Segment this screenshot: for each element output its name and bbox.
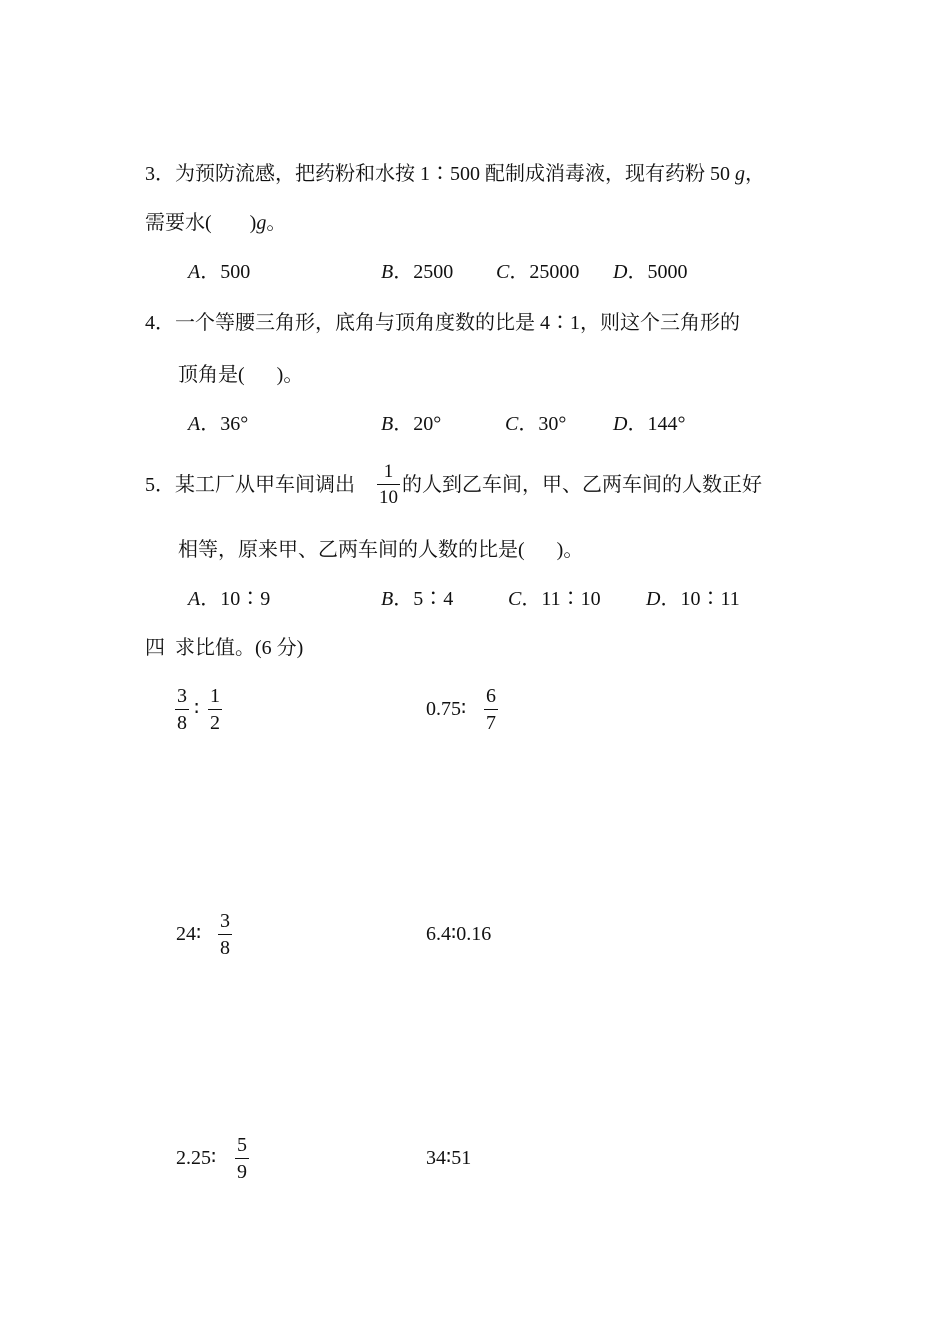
option-letter: B [381, 261, 394, 283]
option-letter: D [613, 413, 628, 435]
question-5-text-cont: 的人到乙车间，甲、乙两车间的人数正好 [402, 474, 762, 496]
question-3-number: 3． [145, 163, 175, 185]
option-text: ．144° [627, 413, 686, 435]
option-text: ．11∶10 [521, 588, 601, 610]
paren-close: )。 [556, 539, 584, 561]
question-5-text: 某工厂从甲车间调出 [175, 474, 355, 496]
punctuation: ， [745, 163, 765, 185]
question-5-line-1b [402, 475, 762, 495]
fraction-denominator: 8 [177, 712, 187, 734]
question-4-text: 一个等腰三角形，底角与顶角度数的比是 4∶1，则这个三角形的 [175, 312, 740, 334]
fraction-numerator: 3 [218, 911, 232, 935]
q4-option-a[interactable] [188, 414, 248, 434]
option-letter: B [381, 588, 394, 610]
problem-5-fraction [235, 1135, 249, 1182]
option-letter: B [381, 413, 394, 435]
question-3-text: 为预防流感，把药粉和水按 1∶500 配制成消毒液，现有药粉 50 [175, 163, 735, 185]
q3-option-c[interactable] [496, 262, 579, 282]
q3-option-a[interactable] [188, 262, 250, 282]
option-letter: D [613, 261, 628, 283]
question-4-number: 4． [145, 312, 175, 334]
option-letter: C [508, 588, 522, 610]
fraction-denominator: 10 [379, 487, 398, 508]
fraction-numerator: 6 [484, 686, 498, 710]
fraction-denominator: 2 [210, 712, 220, 734]
q5-option-d[interactable] [646, 589, 740, 609]
q5-option-a[interactable] [188, 589, 270, 609]
section-title: 求比值。(6 分) [175, 637, 304, 659]
q4-option-c[interactable] [505, 414, 566, 434]
problem-4: 6.4∶0.16 [426, 923, 492, 945]
problem-3-left: 24∶ [176, 923, 202, 945]
q4-option-b[interactable] [381, 414, 441, 434]
option-text: ．2500 [393, 261, 454, 283]
fraction-numerator: 3 [175, 686, 189, 710]
fraction-denominator: 7 [486, 712, 496, 734]
problem-6: 34∶51 [426, 1147, 472, 1169]
punctuation: 。 [266, 212, 287, 234]
option-letter: A [188, 588, 201, 610]
q5-option-b[interactable] [381, 589, 453, 609]
q3-option-b[interactable] [381, 262, 453, 282]
option-letter: D [646, 588, 661, 610]
question-3-line-2 [145, 213, 286, 233]
problem-2-left: 0.75∶ [426, 698, 467, 720]
question-5-line-1a [145, 475, 355, 495]
fraction-numerator: 1 [377, 462, 400, 485]
fraction-denominator: 8 [220, 937, 230, 959]
option-text: ．10∶9 [200, 588, 271, 610]
fraction-numerator: 5 [235, 1135, 249, 1159]
unit-g: g [256, 212, 267, 234]
q5-option-c[interactable] [508, 589, 601, 609]
option-text: ．500 [200, 261, 251, 283]
question-4-line-1 [145, 313, 740, 333]
question-5-line-2 [178, 540, 583, 560]
question-4-line-2 [178, 365, 303, 385]
option-text: ．5000 [627, 261, 688, 283]
question-5-text-2: 相等，原来甲、乙两车间的人数的比是( [178, 539, 525, 561]
section-4-heading [145, 638, 303, 658]
paren-close: ) [249, 212, 257, 234]
q3-option-d[interactable] [613, 262, 687, 282]
fraction-denominator: 9 [237, 1161, 247, 1183]
q4-option-d[interactable] [613, 414, 685, 434]
option-text: ．36° [200, 413, 249, 435]
option-text: ．20° [393, 413, 442, 435]
fraction-numerator: 1 [208, 686, 222, 710]
problem-5-left: 2.25∶ [176, 1147, 217, 1169]
option-text: ．25000 [509, 261, 580, 283]
problem-2-fraction [484, 686, 498, 733]
option-letter: A [188, 261, 201, 283]
problem-1-fraction-a [175, 686, 189, 733]
question-3-text-2: 需要水( [145, 212, 212, 234]
option-letter: A [188, 413, 201, 435]
problem-1-fraction-b [208, 686, 222, 733]
paren-close: )。 [276, 364, 304, 386]
option-letter: C [496, 261, 510, 283]
fraction-one-tenth [377, 462, 400, 507]
section-number: 四 [145, 637, 165, 659]
question-4-text-2: 顶角是( [178, 364, 245, 386]
question-5-number: 5． [145, 474, 175, 496]
option-letter: C [505, 413, 519, 435]
question-3-line-1 [145, 164, 765, 184]
unit-g: g [735, 163, 745, 185]
problem-1-ratio-sign: ∶ [194, 698, 200, 720]
option-text: ．5∶4 [393, 588, 454, 610]
option-text: ．30° [518, 413, 567, 435]
option-text: ．10∶11 [660, 588, 740, 610]
problem-3-fraction [218, 911, 232, 958]
